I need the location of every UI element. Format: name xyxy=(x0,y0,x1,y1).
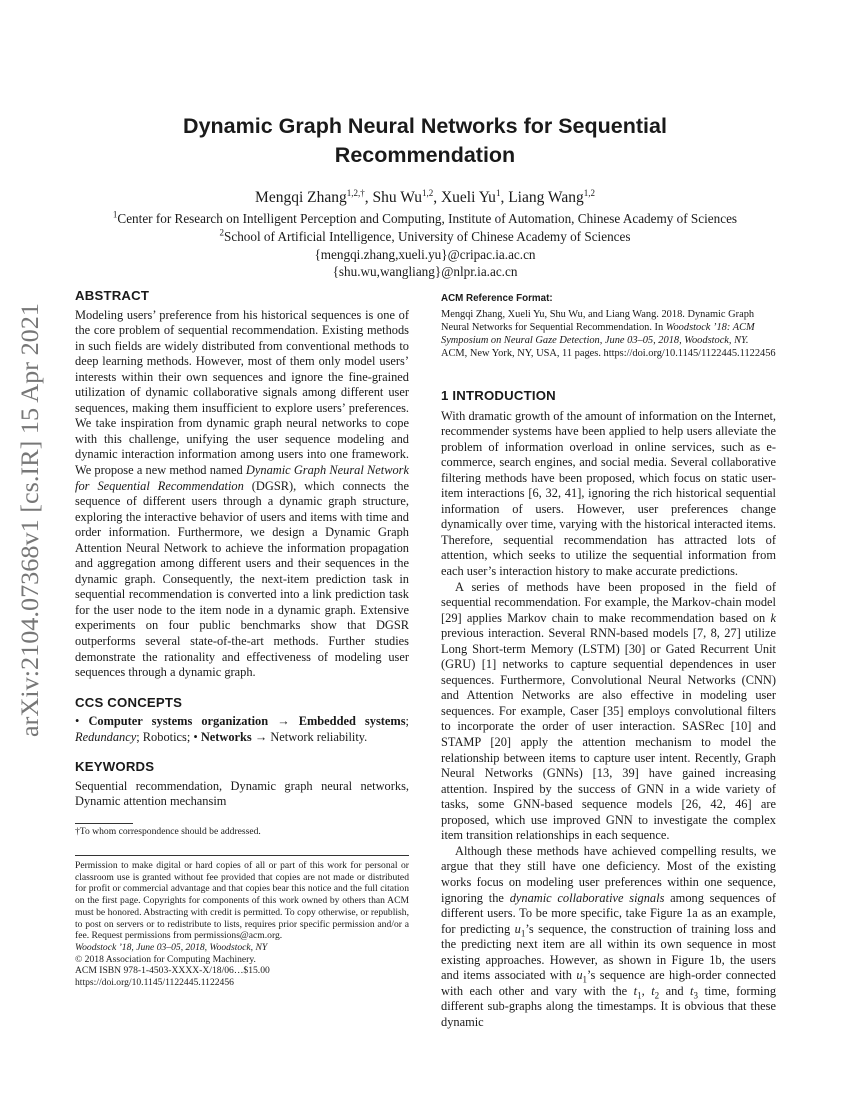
author-name: Mengqi Zhang xyxy=(255,189,347,206)
abstract-text xyxy=(75,308,409,681)
ccs-term: Embedded systems xyxy=(298,714,406,729)
intro-text-part: A series of methods have been proposed in the field of sequential recommendation. For example, the Markov-chain model [29] applies Markov chain to make recommendation based on xyxy=(441,579,776,625)
math-t: t xyxy=(633,983,638,998)
affiliation-text: Center for Research on Intelligent Perception and Computing, Institute of Automation, Chinese Academy of Sciences xyxy=(117,211,738,226)
intro-text-part: previous interaction. Several RNN-based models [7, 8, 27] utilize Long Short-term Memory (LSTM) [30] or Gated Recurrent Unit (GRU) [1] networks to capture sequential dependences in user sequences. Furthermore, Convolutional Neural Networks (CNN) and Attention Networks are also effective in modeling user sequences. For example, Caser [35] employs convolutional filters to incorporate the order of user interaction. SASRec [10] and STAMP [20] apply the attention mechanism to model the relationship between items to capture user intent. Recently, Graph Neural Networks (GNNs) [13, 39] have gained increasing attention. Inspired by the success of GNN in a wide variety of tasks, some GNN-based sequence models [26, 42, 46] are proposed, which use improved GNN to investigate the complex item transition relationships in each sequence. xyxy=(441,626,776,843)
permission-rule xyxy=(75,855,409,856)
author-email-2: {shu.wu,wangliang}@nlpr.ia.ac.cn xyxy=(332,264,518,279)
author-name: Shu Wu xyxy=(372,189,422,206)
math-subscript: 1 xyxy=(637,990,642,1001)
title-line-2: Recommendation xyxy=(334,143,516,167)
abstract-heading: ABSTRACT xyxy=(75,288,150,303)
author-list xyxy=(80,189,770,207)
ccs-term: Computer systems organization xyxy=(88,714,269,729)
math-k: k xyxy=(770,610,776,625)
intro-text-part: Although these methods have achieved compelling results, we argue that they still have one deficiency. Most of the existing works focus on modeling user preferences within one sequence, ignoring the xyxy=(441,843,776,905)
intro-text-part: , xyxy=(641,983,652,998)
introduction-heading: 1 INTRODUCTION xyxy=(441,388,556,403)
ccs-bullet: • xyxy=(193,729,201,744)
isbn-line: ACM ISBN 978-1-4503-XXXX-X/18/06…$15.00 xyxy=(75,965,270,977)
acm-reference-text xyxy=(441,308,776,360)
intro-text-part: time, forming different sub-graphs along the timestamps. It is obvious that these dynamic xyxy=(441,983,777,1029)
ccs-heading: CCS CONCEPTS xyxy=(75,694,183,710)
author-sup: 1,2 xyxy=(421,187,434,198)
math-t: t xyxy=(651,983,655,998)
permission-text: Permission to make digital or hard copies of all or part of this work for personal or classroom use is granted without fee provided that copies are not made or distributed for profit or commercial advantage and that copies bear this notice and the full citation on the first page. Copyrights for components of this work owned by others than ACM must be honored. Abstracting with credit is permitted. To copy otherwise, or republish, to post on servers or to redistribute to lists, requires prior specific permission and/or a fee. Request permissions from permissions@acm.org. xyxy=(75,860,409,942)
ccs-arrow: → xyxy=(268,714,299,729)
venue-line: Woodstock ’18, June 03–05, 2018, Woodstock, NY xyxy=(75,941,268,953)
ccs-term: Networks xyxy=(200,729,252,744)
arxiv-stamp xyxy=(4,300,52,740)
intro-text-part: ’s sequence are high-order connected with each other and vary with the xyxy=(441,968,776,998)
ccs-concepts xyxy=(75,714,409,745)
affiliation-text: School of Artificial Intelligence, University of Chinese Academy of Sciences xyxy=(224,229,631,244)
permission-block xyxy=(75,860,409,989)
doi-line: https://doi.org/10.1145/1122445.1122456 xyxy=(75,977,234,989)
footnote-rule xyxy=(75,823,133,824)
ccs-sep: ; xyxy=(405,714,409,729)
ccs-term: Redundancy xyxy=(75,729,137,744)
author-sep: , xyxy=(500,189,509,206)
paper-title xyxy=(100,112,750,170)
ccs-term: Network reliability. xyxy=(270,729,368,744)
abstract-text-part: Modeling users’ preference from his historical sequences is one of the core problem of sequential recommendation. Existing methods in such fields are widely distributed from conventional methods to deep learning methods. However, most of them only model users’ interests within their own sequences and ignore the fine-grained utilization of dynamic collaborative signals among different user sequences, making them insufficient to explore users’ preferences. We take inspiration from dynamic graph neural networks to cope with this challenge, unifying the user sequence modeling and dynamic interaction information among users into one framework. We propose a new method named xyxy=(75,307,409,478)
acm-reference-part: ACM, New York, NY, USA, 11 pages. https://doi.org/10.1145/1122445.1122456 xyxy=(441,348,776,359)
affiliation-2 xyxy=(70,228,780,245)
footnote: †To whom correspondence should be addressed. xyxy=(75,826,261,837)
math-subscript: 1 xyxy=(582,974,588,985)
intro-paragraph-2 xyxy=(441,580,776,844)
abstract-text-part: (DGSR), which connects the sequence of different users through a dynamic graph structure, exploring the interactive behavior of users and items with time and order information. Furthermore, we design a Dynamic Graph Attention Neural Network to achieve the information propagation and aggregation among different users and their sequences in the dynamic graph. Consequently, the next-item prediction task in sequential recommendation is converted into a link prediction task for the user node to the item node in a dynamic graph. Extensive experiments on four public benchmarks show that DGSR outperforms several state-of-the-art methods. Further studies demonstrate the rationality and effectiveness of modeling user sequences through a dynamic graph. xyxy=(75,478,409,680)
affiliation-1 xyxy=(70,210,780,227)
author-sup: 1,2,† xyxy=(346,187,365,198)
title-line-1: Dynamic Graph Neural Networks for Sequential xyxy=(183,114,667,138)
acm-reference-heading: ACM Reference Format: xyxy=(441,293,553,304)
math-t: t xyxy=(690,983,694,998)
emphasis-text: dynamic collaborative signals xyxy=(509,890,665,905)
author-name: Liang Wang xyxy=(508,189,584,206)
math-subscript: 1 xyxy=(520,928,526,939)
acm-reference-part: Mengqi Zhang, Xueli Yu, Shu Wu, and Liang Wang. 2018. Dynamic Graph Neural Networks for Sequential Recommendation. In xyxy=(441,309,755,333)
intro-text-part: among sequences of different users. To be more specific, take Figure 1a as an example, for predicting xyxy=(441,890,777,936)
intro-paragraph-3 xyxy=(441,844,776,1031)
abstract-method-name: Dynamic Graph Neural Network for Sequential Recommendation xyxy=(75,463,409,493)
ccs-term: ; Robotics; xyxy=(136,729,194,744)
intro-text-part: and xyxy=(659,983,691,998)
author-sup: 1,2 xyxy=(583,187,595,198)
affiliation-sup: 1 xyxy=(112,209,118,220)
left-column xyxy=(75,288,409,810)
author-sep: , xyxy=(433,189,441,206)
math-u: u xyxy=(576,968,583,983)
author-email-1: {mengqi.zhang,xueli.yu}@cripac.ia.ac.cn xyxy=(314,247,536,262)
keywords-text: Sequential recommendation, Dynamic graph neural networks, Dynamic attention mechansim xyxy=(75,778,409,809)
author-sep: , xyxy=(364,189,373,206)
ccs-bullet: • xyxy=(75,714,89,729)
right-column xyxy=(441,388,776,1030)
acm-reference-venue: Woodstock ’18: ACM Symposium on Neural Gaze Detection, June 03–05, 2018, Woodstock, NY. xyxy=(441,322,755,346)
arxiv-stamp-text: arXiv:2104.07368v1 [cs.IR] 15 Apr 2021 xyxy=(17,323,44,737)
intro-text-part: ’s sequence, the construction of training loss and the predicting next item are all within its own sequence in most existing approaches. However, as shown in Figure 1b, the users and items associated with xyxy=(441,921,776,983)
math-subscript: 2 xyxy=(654,990,660,1001)
keywords-heading: KEYWORDS xyxy=(75,759,155,775)
acm-reference xyxy=(441,292,776,360)
copyright-line: © 2018 Association for Computing Machinery. xyxy=(75,953,256,965)
author-sup: 1 xyxy=(495,187,501,198)
author-name: Xueli Yu xyxy=(440,189,496,206)
ccs-arrow: → xyxy=(251,729,271,744)
math-u: u xyxy=(514,921,521,936)
math-subscript: 3 xyxy=(693,990,698,1001)
affiliation-sup: 2 xyxy=(219,227,224,238)
intro-paragraph-1: With dramatic growth of the amount of information on the Internet, recommender systems have been applied to help users alleviate the problem of information overload in online services, such as e-commerce, search engines, and social media. Several collaborative filtering methods have been proposed, which focus on static user-item interactions [6, 32, 41], ignoring the rich historical sequential information of users. However, user preferences change dynamically over time, varying with the historical interacted items. Therefore, sequential recommendation has attracted lots of attention, which seeks to utilize the sequential information from each user’s interaction history to make accurate predictions. xyxy=(441,408,776,579)
